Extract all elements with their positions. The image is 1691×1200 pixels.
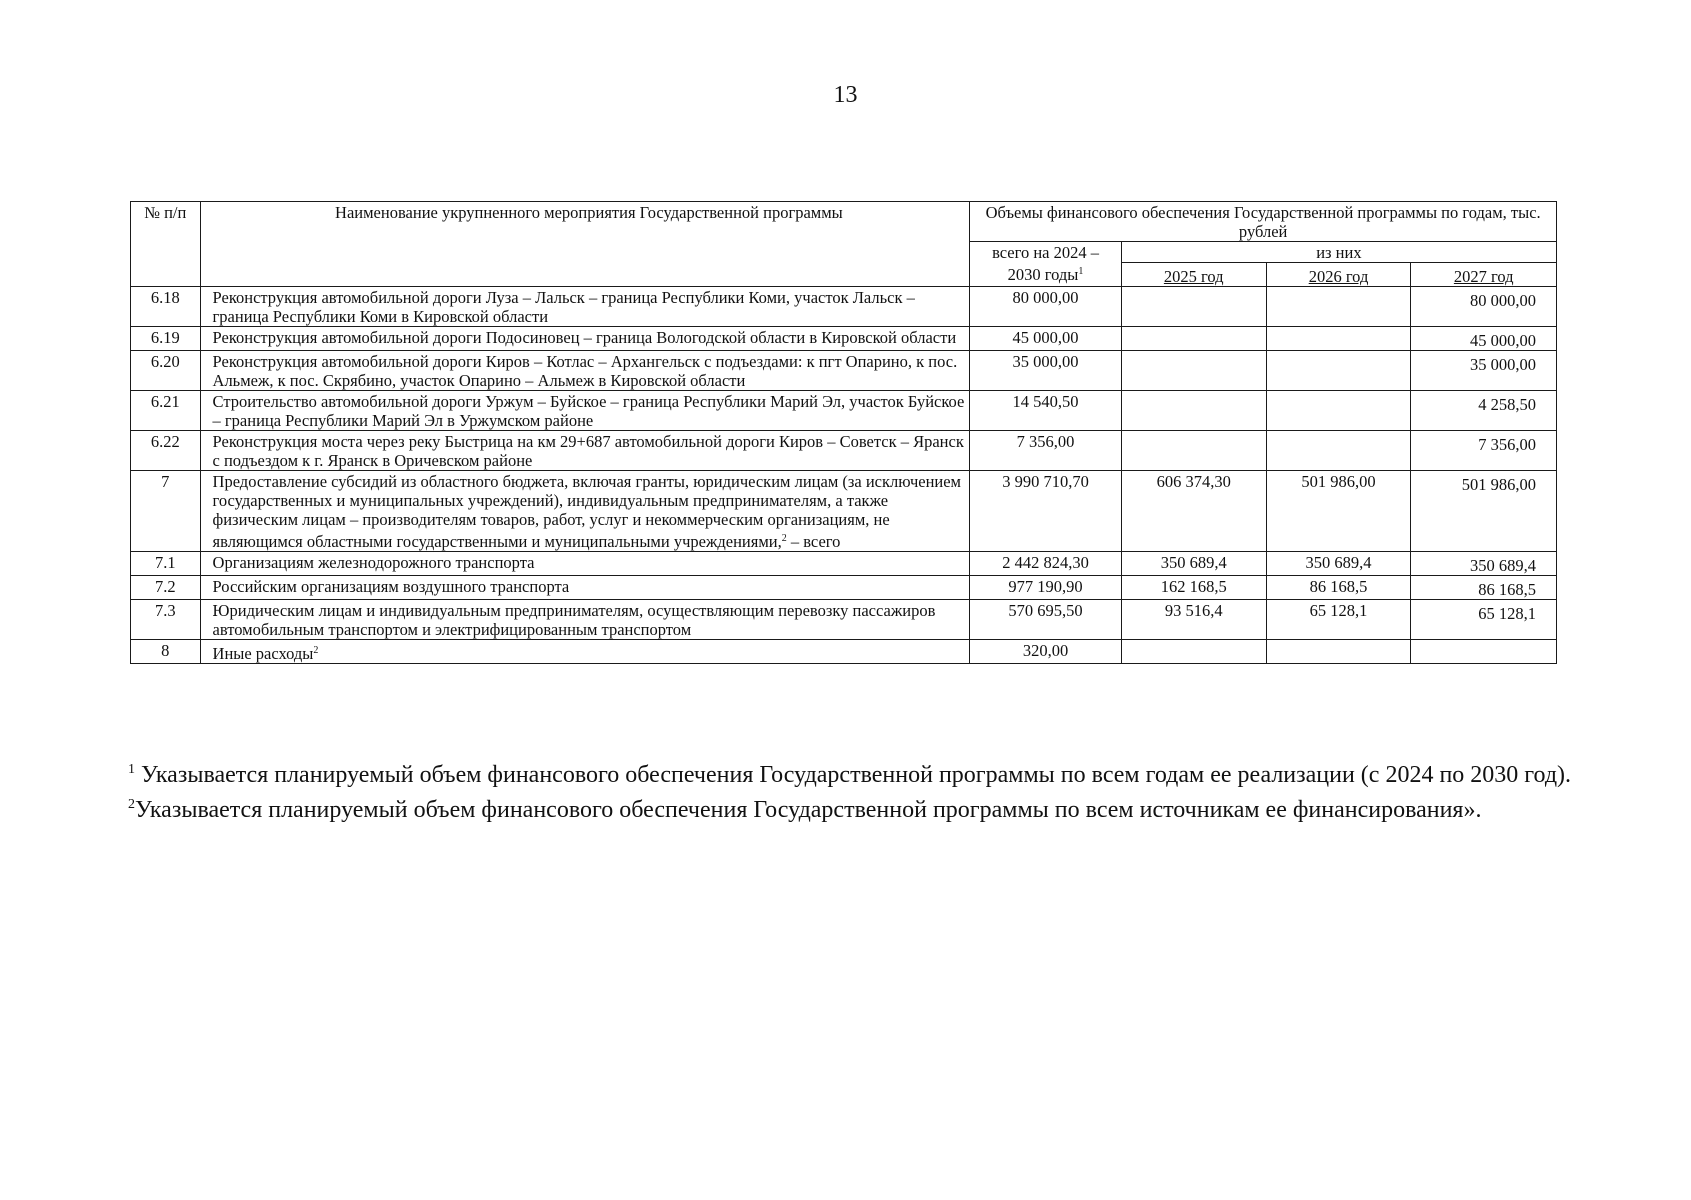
row-number: 6.22 — [131, 431, 201, 471]
row-name — [200, 391, 970, 431]
footnote-text: Указывается планируемый объем финансового обеспечения Государственной программы по всем годам ее реализации (с 2024 по 2030 год). — [141, 762, 1572, 788]
row-number: 7.3 — [131, 600, 201, 640]
footnote-text: Указывается планируемый объем финансового обеспечения Государственной программы по всем источникам ее финансирования». — [135, 797, 1482, 823]
row-number: 7.2 — [131, 576, 201, 600]
header-volumes: Объемы финансового обеспечения Государственной программы по годам, тыс. рублей — [970, 202, 1557, 242]
header-total-text: всего на 2024 – 2030 годы — [992, 243, 1099, 284]
row-2027: 350 689,4 — [1411, 552, 1557, 576]
row-2026 — [1266, 431, 1411, 471]
row-name-text: Предоставление субсидий из областного бюджета, включая гранты, юридическим лицам (за исключением государственных и муниципальных учреждений), индивидуальным предпринимателям, а также физическим лицам – производителям товаров, работ, услуг и некоммерческим организациям, не являющимся областными государственными и муниципальными учреждениями, — [212, 472, 961, 551]
row-2025: 606 374,30 — [1121, 471, 1266, 552]
row-number: 7 — [131, 471, 201, 552]
row-number: 6.19 — [131, 327, 201, 351]
table-row — [131, 287, 1557, 327]
row-name-text: Строительство автомобильной дороги Уржум – Буйское – граница Республики Марий Эл, участок Буйское – граница Республики Марий Эл в Уржумском районе — [212, 392, 965, 430]
row-name-text: Реконструкция автомобильной дороги Луза – Лальск – граница Республики Коми, участок Лальск – граница Республики Коми в Кировской области — [212, 288, 915, 326]
row-2027: 86 168,5 — [1411, 576, 1557, 600]
row-number: 6.18 — [131, 287, 201, 327]
row-2025 — [1121, 391, 1266, 431]
row-2027: 35 000,00 — [1411, 351, 1557, 391]
row-2027: 65 128,1 — [1411, 600, 1557, 640]
row-2026: 86 168,5 — [1266, 576, 1411, 600]
header-year-2025: 2025 год — [1121, 263, 1266, 287]
page-number: 13 — [833, 82, 858, 108]
table-row — [131, 351, 1557, 391]
row-name-suffix: – всего — [786, 532, 841, 551]
row-2027: 4 258,50 — [1411, 391, 1557, 431]
footnote-mark: 1 — [128, 762, 135, 777]
row-total: 45 000,00 — [970, 327, 1122, 351]
row-2026 — [1266, 351, 1411, 391]
row-total: 570 695,50 — [970, 600, 1122, 640]
row-2027: 80 000,00 — [1411, 287, 1557, 327]
row-number: 6.21 — [131, 391, 201, 431]
table-row — [131, 552, 1557, 576]
row-number: 6.20 — [131, 351, 201, 391]
header-total — [970, 242, 1122, 287]
row-2027 — [1411, 640, 1557, 664]
row-2026 — [1266, 327, 1411, 351]
table-body — [131, 287, 1557, 664]
row-name — [200, 640, 970, 664]
row-name-text: Юридическим лицам и индивидуальным предпринимателям, осуществляющим перевозку пассажиров автомобильным транспортом и электрифицированным транспортом — [212, 601, 936, 639]
row-name-text: Реконструкция моста через реку Быстрица на км 29+687 автомобильной дороги Киров – Советск – Яранск с подъездом к г. Яранск в Оричевском районе — [212, 432, 964, 470]
footnote-mark: 2 — [128, 797, 135, 812]
footnote-2 — [128, 790, 1628, 825]
row-name-sup: 2 — [313, 645, 319, 656]
row-name — [200, 471, 970, 552]
table-row — [131, 327, 1557, 351]
header-num: № п/п — [131, 202, 201, 287]
footnotes — [128, 755, 1628, 825]
row-2025 — [1121, 351, 1266, 391]
row-2026: 65 128,1 — [1266, 600, 1411, 640]
row-2026: 501 986,00 — [1266, 471, 1411, 552]
table-row — [131, 391, 1557, 431]
table-row — [131, 576, 1557, 600]
table-row — [131, 640, 1557, 664]
row-2027: 501 986,00 — [1411, 471, 1557, 552]
row-total: 14 540,50 — [970, 391, 1122, 431]
row-total: 977 190,90 — [970, 576, 1122, 600]
financing-table — [130, 201, 1557, 664]
row-name-text: Организациям железнодорожного транспорта — [212, 553, 535, 572]
row-2025 — [1121, 327, 1266, 351]
row-2025 — [1121, 431, 1266, 471]
row-total: 2 442 824,30 — [970, 552, 1122, 576]
footnote-1 — [128, 755, 1628, 790]
row-total: 7 356,00 — [970, 431, 1122, 471]
table-row — [131, 471, 1557, 552]
row-2026 — [1266, 391, 1411, 431]
row-number: 8 — [131, 640, 201, 664]
row-name — [200, 600, 970, 640]
row-name-text: Российским организациям воздушного транспорта — [212, 577, 570, 596]
row-2027: 7 356,00 — [1411, 431, 1557, 471]
row-2026 — [1266, 640, 1411, 664]
row-name-text: Реконструкция автомобильной дороги Киров – Котлас – Архангельск с подъездами: к пгт Опарино, к пос. Альмеж, к пос. Скрябино, участок Опарино – Альмеж в Кировской области — [212, 352, 958, 390]
table-row — [131, 431, 1557, 471]
row-name — [200, 552, 970, 576]
row-2025: 93 516,4 — [1121, 600, 1266, 640]
row-name-text: Реконструкция автомобильной дороги Подосиновец – граница Вологодской области в Кировской области — [212, 328, 957, 347]
header-of-them: из них — [1121, 242, 1556, 263]
header-year-2027: 2027 год — [1411, 263, 1557, 287]
row-number: 7.1 — [131, 552, 201, 576]
row-2025: 162 168,5 — [1121, 576, 1266, 600]
row-2026: 350 689,4 — [1266, 552, 1411, 576]
header-total-sup: 1 — [1078, 266, 1084, 277]
row-name — [200, 576, 970, 600]
row-2025 — [1121, 287, 1266, 327]
table-row — [131, 600, 1557, 640]
row-total: 80 000,00 — [970, 287, 1122, 327]
row-2025 — [1121, 640, 1266, 664]
row-total: 3 990 710,70 — [970, 471, 1122, 552]
header-year-2026: 2026 год — [1266, 263, 1411, 287]
row-total: 320,00 — [970, 640, 1122, 664]
row-2025: 350 689,4 — [1121, 552, 1266, 576]
row-name — [200, 431, 970, 471]
row-name-text: Иные расходы — [212, 644, 314, 663]
row-name-sup: 2 — [781, 533, 787, 544]
row-name — [200, 351, 970, 391]
row-name — [200, 287, 970, 327]
row-2027: 45 000,00 — [1411, 327, 1557, 351]
row-total: 35 000,00 — [970, 351, 1122, 391]
header-name: Наименование укрупненного мероприятия Государственной программы — [200, 202, 970, 287]
row-name — [200, 327, 970, 351]
row-2026 — [1266, 287, 1411, 327]
